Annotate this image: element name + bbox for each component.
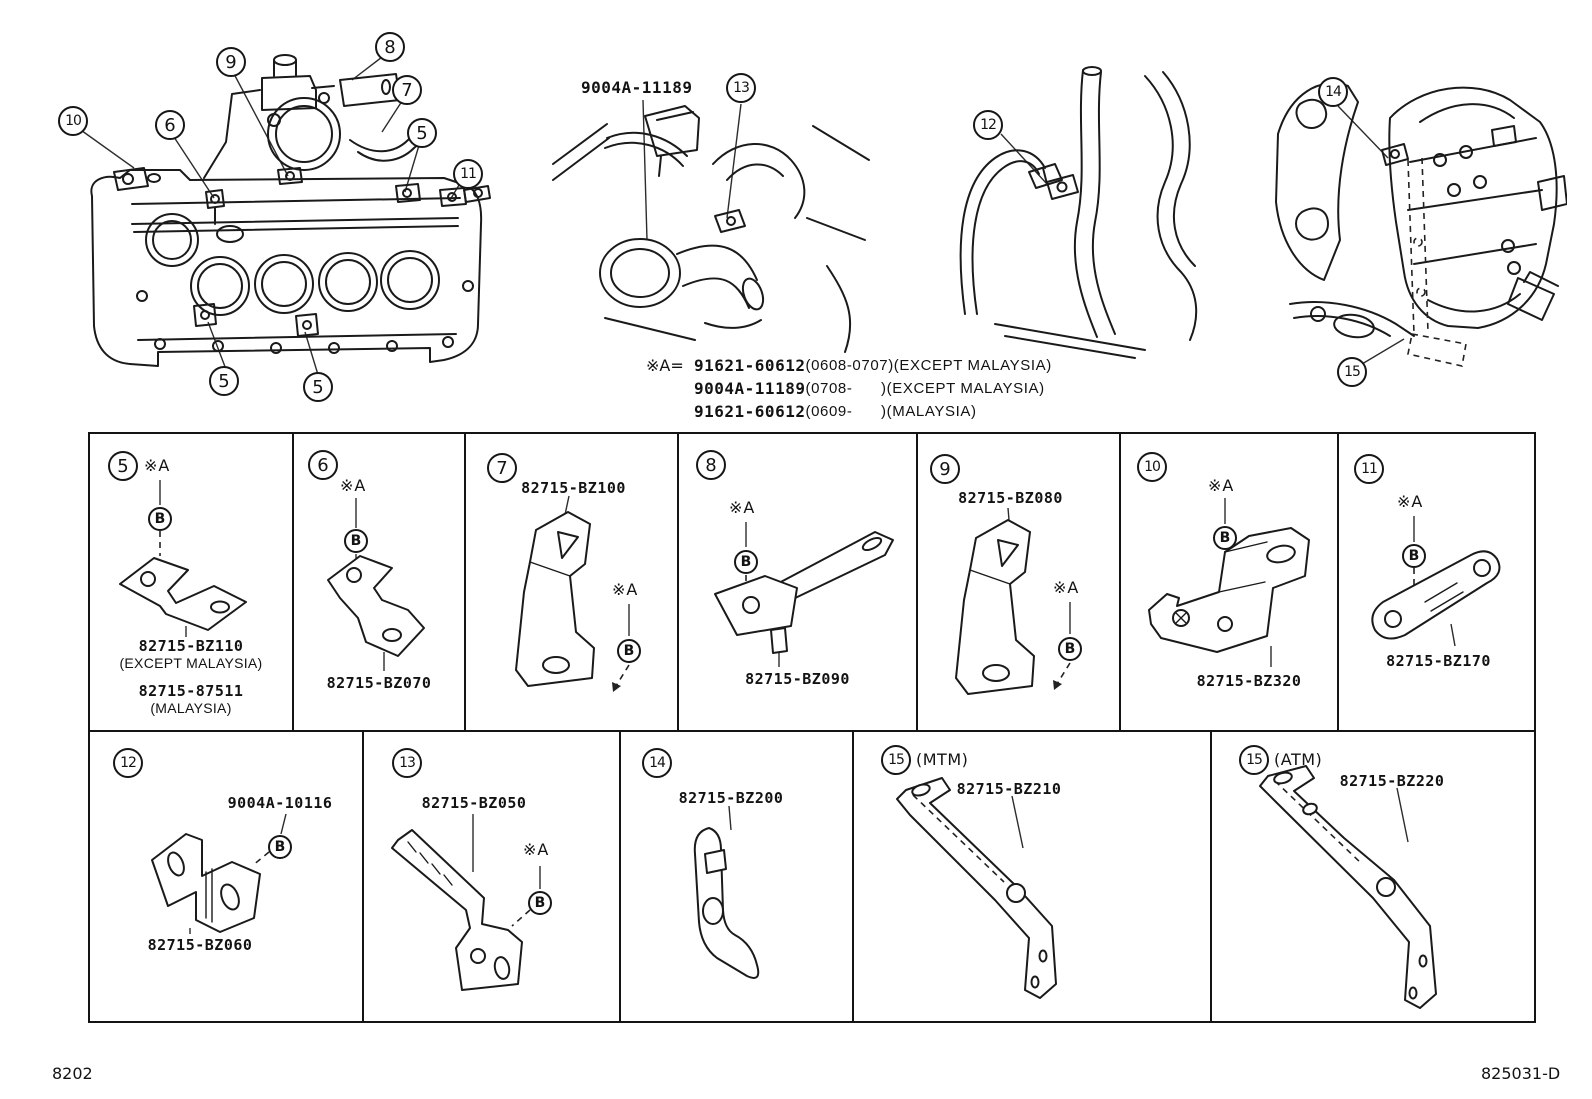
note-row bbox=[646, 377, 1052, 400]
cell-number bbox=[1137, 452, 1167, 482]
col-divider bbox=[852, 732, 854, 1021]
row-divider bbox=[90, 730, 1534, 732]
bolt-marker-b bbox=[1402, 544, 1426, 568]
engine-front-illustration bbox=[545, 68, 875, 360]
bolt-label: B bbox=[740, 554, 752, 570]
valve-cover-illustration bbox=[52, 28, 497, 403]
bolt-label: B bbox=[274, 839, 286, 855]
bolt-marker-b bbox=[148, 507, 172, 531]
bolt-label: B bbox=[1219, 530, 1231, 546]
part-number: 82715-BZ110 bbox=[138, 637, 244, 655]
part-number: 82715-BZ170 bbox=[1386, 652, 1491, 670]
part-number: 82715-BZ070 bbox=[326, 674, 432, 692]
callout-label: 15 bbox=[1344, 364, 1360, 380]
callout-label: 9 bbox=[939, 458, 951, 480]
engine-harness-illustration bbox=[935, 62, 1240, 362]
callout-9 bbox=[216, 47, 246, 77]
part-cell-15-mtm bbox=[854, 732, 1210, 1021]
callout-5-right bbox=[407, 118, 437, 148]
callout-label: 5 bbox=[416, 122, 428, 144]
ref-marker: ※A= bbox=[646, 356, 684, 375]
region-note: (MALAYSIA) bbox=[150, 700, 232, 716]
cell-number bbox=[113, 748, 143, 778]
callout-label: 14 bbox=[1325, 84, 1341, 100]
callout-label: 12 bbox=[120, 755, 136, 771]
callout-label: 5 bbox=[218, 370, 230, 392]
parts-table bbox=[88, 432, 1536, 1023]
part-number: 9004A-10116 bbox=[227, 794, 333, 812]
reference-notes bbox=[646, 354, 1052, 423]
bolt-label: B bbox=[350, 533, 362, 549]
part-cell-14 bbox=[621, 732, 852, 1021]
cell-number bbox=[881, 745, 911, 775]
note-part-number: 9004A-11189 bbox=[694, 379, 806, 398]
part-cell-9 bbox=[918, 434, 1119, 730]
bolt-label: B bbox=[154, 511, 166, 527]
part-number: 82715-BZ220 bbox=[1339, 772, 1445, 790]
ref-marker-a: ※A bbox=[729, 498, 756, 517]
bolt-marker-b bbox=[268, 835, 292, 859]
ref-marker-a: ※A bbox=[1053, 578, 1080, 597]
ref-marker-a: ※A bbox=[144, 456, 171, 475]
callout-12 bbox=[973, 110, 1003, 140]
callout-label: 10 bbox=[1144, 459, 1160, 475]
note-range: (0609- ) bbox=[805, 403, 887, 420]
part-number: 82715-BZ090 bbox=[745, 670, 850, 688]
col-divider bbox=[1119, 434, 1121, 730]
cell-number bbox=[696, 450, 726, 480]
cell-number bbox=[930, 454, 960, 484]
bolt-marker-b bbox=[528, 891, 552, 915]
callout-label: 7 bbox=[496, 457, 508, 479]
variant-label: (ATM) bbox=[1274, 750, 1323, 769]
part-cell-15-atm bbox=[1212, 732, 1538, 1021]
part-number: 82715-BZ210 bbox=[956, 780, 1062, 798]
callout-label: 5 bbox=[312, 376, 324, 398]
part-number: 82715-BZ080 bbox=[958, 489, 1063, 507]
callout-label: 11 bbox=[460, 166, 476, 182]
note-row bbox=[646, 400, 1052, 423]
part-cell-12 bbox=[90, 732, 362, 1021]
cell-number bbox=[487, 453, 517, 483]
cell-number bbox=[392, 748, 422, 778]
ref-marker-a: ※A bbox=[1397, 492, 1424, 511]
part-cell-8 bbox=[679, 434, 916, 730]
cell-number bbox=[1239, 745, 1269, 775]
part-number: 82715-BZ060 bbox=[147, 936, 253, 954]
note-region: (MALAYSIA) bbox=[886, 403, 977, 420]
bolt-marker-b bbox=[617, 639, 641, 663]
callout-label: 6 bbox=[317, 454, 329, 476]
note-region: (EXCEPT MALAYSIA) bbox=[893, 357, 1052, 374]
note-row bbox=[646, 354, 1052, 377]
callout-label: 10 bbox=[65, 113, 81, 129]
callout-7 bbox=[392, 75, 422, 105]
part-number: 82715-BZ200 bbox=[678, 789, 784, 807]
callout-label: 14 bbox=[649, 755, 665, 771]
callout-label: 7 bbox=[401, 79, 413, 101]
note-part-number: 91621-60612 bbox=[694, 356, 806, 375]
col-divider bbox=[464, 434, 466, 730]
bolt-label: B bbox=[1408, 548, 1420, 564]
note-part-number: 91621-60612 bbox=[694, 402, 806, 421]
callout-label: 11 bbox=[1361, 461, 1377, 477]
note-range: (0708- ) bbox=[805, 380, 887, 397]
part-cell-7 bbox=[466, 434, 677, 730]
col-divider bbox=[1337, 434, 1339, 730]
variant-label: (MTM) bbox=[916, 750, 969, 769]
callout-13 bbox=[726, 73, 756, 103]
callout-8 bbox=[375, 32, 405, 62]
part-number: 82715-BZ050 bbox=[421, 794, 527, 812]
callout-label: 5 bbox=[117, 455, 129, 477]
callout-label: 8 bbox=[384, 36, 396, 58]
callout-label: 9 bbox=[225, 51, 237, 73]
part-cell-11 bbox=[1339, 434, 1538, 730]
col-divider bbox=[362, 732, 364, 1021]
note-range: (0608-0707) bbox=[805, 357, 894, 374]
col-divider bbox=[1210, 732, 1212, 1021]
callout-5-bottom-mid bbox=[303, 372, 333, 402]
callout-15 bbox=[1337, 357, 1367, 387]
ref-marker-a: ※A bbox=[340, 476, 367, 495]
callout-6 bbox=[155, 110, 185, 140]
bolt-marker-b bbox=[344, 529, 368, 553]
callout-label: 13 bbox=[733, 80, 749, 96]
bolt-marker-b bbox=[734, 550, 758, 574]
part-number: 82715-BZ100 bbox=[521, 479, 626, 497]
callout-label: 8 bbox=[705, 454, 717, 476]
cell-number bbox=[108, 451, 138, 481]
ref-marker-a: ※A bbox=[612, 580, 639, 599]
transmission-illustration bbox=[1262, 42, 1567, 397]
ref-marker-a: ※A bbox=[1208, 476, 1235, 495]
part-number: 82715-87511 bbox=[138, 682, 244, 700]
part-cell-10 bbox=[1121, 434, 1337, 730]
callout-label: 13 bbox=[399, 755, 415, 771]
part-cell-6 bbox=[294, 434, 464, 730]
col-divider bbox=[619, 732, 621, 1021]
page-code: 8202 bbox=[52, 1064, 93, 1083]
cell-number bbox=[1354, 454, 1384, 484]
part-number: 82715-BZ320 bbox=[1196, 672, 1302, 690]
bolt-marker-b bbox=[1213, 526, 1237, 550]
ref-marker-a: ※A bbox=[523, 840, 550, 859]
cell-number bbox=[308, 450, 338, 480]
callout-label: 12 bbox=[980, 117, 996, 133]
bolt-marker-b bbox=[1058, 637, 1082, 661]
bolt-label: B bbox=[623, 643, 635, 659]
bolt-label: B bbox=[1064, 641, 1076, 657]
part-cell-13 bbox=[364, 732, 619, 1021]
cell-number bbox=[642, 748, 672, 778]
bracket-drawing bbox=[854, 732, 1210, 1021]
callout-label: 6 bbox=[164, 114, 176, 136]
figure-code: 825031-D bbox=[1481, 1064, 1561, 1083]
callout-11 bbox=[453, 159, 483, 189]
region-note: (EXCEPT MALAYSIA) bbox=[119, 655, 263, 671]
callout-14 bbox=[1318, 77, 1348, 107]
callout-label: 15 bbox=[888, 752, 904, 768]
col-divider bbox=[916, 434, 918, 730]
callout-10 bbox=[58, 106, 88, 136]
callout-label: 15 bbox=[1246, 752, 1262, 768]
part-cell-5 bbox=[90, 434, 292, 730]
engine-top-part-number: 9004A-11189 bbox=[581, 78, 693, 97]
callout-5-bottom-left bbox=[209, 366, 239, 396]
bolt-label: B bbox=[534, 895, 546, 911]
note-region: (EXCEPT MALAYSIA) bbox=[886, 380, 1045, 397]
